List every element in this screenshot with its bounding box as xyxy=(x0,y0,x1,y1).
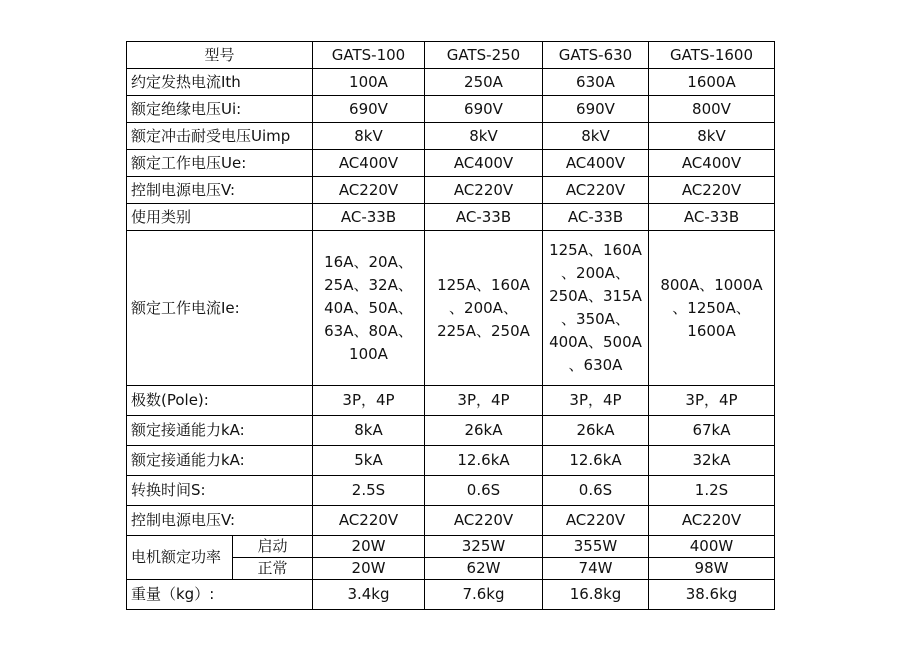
header-row xyxy=(127,42,775,69)
table-cell: 74W xyxy=(543,558,649,580)
table-cell: AC-33B xyxy=(425,204,543,231)
model-header-gats-250: GATS-250 xyxy=(425,42,543,69)
ie-line: 、1250A、 xyxy=(672,298,751,317)
table-row-ie xyxy=(127,231,775,386)
model-header-gats-100: GATS-100 xyxy=(313,42,425,69)
table-row xyxy=(127,446,775,476)
row-label-making-capacity: 额定接通能力kA: xyxy=(127,416,313,446)
table-cell: 38.6kg xyxy=(649,580,775,610)
model-header-gats-1600: GATS-1600 xyxy=(649,42,775,69)
sub-label-normal: 正常 xyxy=(233,558,313,580)
ie-line: 125A、160A xyxy=(549,241,642,259)
table-cell: AC400V xyxy=(313,150,425,177)
table-cell: 98W xyxy=(649,558,775,580)
table-cell: AC220V xyxy=(425,506,543,536)
row-label-control-voltage: 控制电源电压V: xyxy=(127,177,313,204)
table-row xyxy=(127,96,775,123)
ie-line: 25A、32A、 xyxy=(324,275,413,294)
ie-line: 63A、80A、 xyxy=(324,321,413,340)
ie-line: 125A、160A xyxy=(437,275,530,294)
row-label-ie: 额定工作电流Ie: xyxy=(127,231,313,386)
table-cell: 12.6kA xyxy=(543,446,649,476)
ie-line: 1600A xyxy=(687,321,736,340)
table-row xyxy=(127,580,775,610)
table-cell: 3P，4P xyxy=(543,386,649,416)
table-cell: 630A xyxy=(543,69,649,96)
table-cell: 5kA xyxy=(313,446,425,476)
spec-table xyxy=(126,41,775,610)
row-label-uimp: 额定冲击耐受电压Uimp xyxy=(127,123,313,150)
table-cell: 1600A xyxy=(649,69,775,96)
table-cell: 8kV xyxy=(543,123,649,150)
table-cell: 3.4kg xyxy=(313,580,425,610)
table-cell: 250A xyxy=(425,69,543,96)
table-cell: 3P，4P xyxy=(313,386,425,416)
table-cell: 16.8kg xyxy=(543,580,649,610)
table-cell: AC220V xyxy=(425,177,543,204)
table-cell: AC-33B xyxy=(649,204,775,231)
table-cell: 3P，4P xyxy=(649,386,775,416)
ie-line: 250A、315A xyxy=(549,287,642,305)
table-row xyxy=(127,69,775,96)
table-row xyxy=(127,177,775,204)
ie-line: 、200A、 xyxy=(449,298,518,317)
ie-line: 100A xyxy=(349,344,388,363)
table-cell: 62W xyxy=(425,558,543,580)
table-cell: AC-33B xyxy=(313,204,425,231)
table-cell: 32kA xyxy=(649,446,775,476)
table-row xyxy=(127,123,775,150)
row-label-weight: 重量（kg）: xyxy=(127,580,313,610)
table-cell: 26kA xyxy=(543,416,649,446)
table-cell: AC400V xyxy=(543,150,649,177)
table-cell: 8kV xyxy=(649,123,775,150)
table-cell: AC220V xyxy=(649,177,775,204)
table-cell: AC-33B xyxy=(543,204,649,231)
table-row xyxy=(127,386,775,416)
table-cell: 12.6kA xyxy=(425,446,543,476)
ie-cell-gats-630 xyxy=(543,231,649,386)
table-cell: 800V xyxy=(649,96,775,123)
model-header-label: 型号 xyxy=(127,42,313,69)
table-cell: 8kV xyxy=(313,123,425,150)
table-cell: 26kA xyxy=(425,416,543,446)
ie-line: 400A、500A xyxy=(549,333,642,351)
table-cell: 3P，4P xyxy=(425,386,543,416)
ie-line: 225A、250A xyxy=(437,321,530,340)
table-cell: 325W xyxy=(425,536,543,558)
table-cell: 690V xyxy=(543,96,649,123)
ie-cell-gats-250 xyxy=(425,231,543,386)
table-cell: AC220V xyxy=(313,177,425,204)
table-cell: 20W xyxy=(313,536,425,558)
table-row xyxy=(127,416,775,446)
table-cell: AC400V xyxy=(649,150,775,177)
table-cell: 690V xyxy=(425,96,543,123)
table-row xyxy=(127,204,775,231)
ie-line: 、350A、 xyxy=(561,310,630,328)
table-cell: 1.2S xyxy=(649,476,775,506)
table-row xyxy=(127,476,775,506)
table-cell: 8kV xyxy=(425,123,543,150)
table-cell: AC220V xyxy=(543,506,649,536)
table-cell: 8kA xyxy=(313,416,425,446)
row-label-category: 使用类别 xyxy=(127,204,313,231)
row-label-control-voltage: 控制电源电压V: xyxy=(127,506,313,536)
row-label-poles: 极数(Pole): xyxy=(127,386,313,416)
ie-line: 800A、1000A xyxy=(660,275,763,294)
table-row xyxy=(127,506,775,536)
ie-cell-gats-100 xyxy=(313,231,425,386)
sub-label-start: 启动 xyxy=(233,536,313,558)
table-cell: 355W xyxy=(543,536,649,558)
table-row-motor-start xyxy=(127,536,775,558)
ie-line: 、630A xyxy=(568,356,623,374)
table-cell: 690V xyxy=(313,96,425,123)
table-cell: 2.5S xyxy=(313,476,425,506)
table-cell: 0.6S xyxy=(425,476,543,506)
ie-line: 16A、20A、 xyxy=(324,252,413,271)
table-cell: AC220V xyxy=(649,506,775,536)
table-cell: AC400V xyxy=(425,150,543,177)
ie-line: 、200A、 xyxy=(561,264,630,282)
ie-line: 40A、50A、 xyxy=(324,298,413,317)
model-header-gats-630: GATS-630 xyxy=(543,42,649,69)
row-label-ue: 额定工作电压Ue: xyxy=(127,150,313,177)
table-cell: 400W xyxy=(649,536,775,558)
table-cell: AC220V xyxy=(543,177,649,204)
row-label-making-capacity: 额定接通能力kA: xyxy=(127,446,313,476)
row-label-ui: 额定绝缘电压Ui: xyxy=(127,96,313,123)
table-cell: 7.6kg xyxy=(425,580,543,610)
table-cell: 67kA xyxy=(649,416,775,446)
ie-cell-gats-1600 xyxy=(649,231,775,386)
table-row xyxy=(127,150,775,177)
row-label-motor-power: 电机额定功率 xyxy=(127,536,233,580)
table-cell: 100A xyxy=(313,69,425,96)
row-label-ith: 约定发热电流Ith xyxy=(127,69,313,96)
table-cell: 20W xyxy=(313,558,425,580)
table-cell: 0.6S xyxy=(543,476,649,506)
row-label-switch-time: 转换时间S: xyxy=(127,476,313,506)
table-cell: AC220V xyxy=(313,506,425,536)
